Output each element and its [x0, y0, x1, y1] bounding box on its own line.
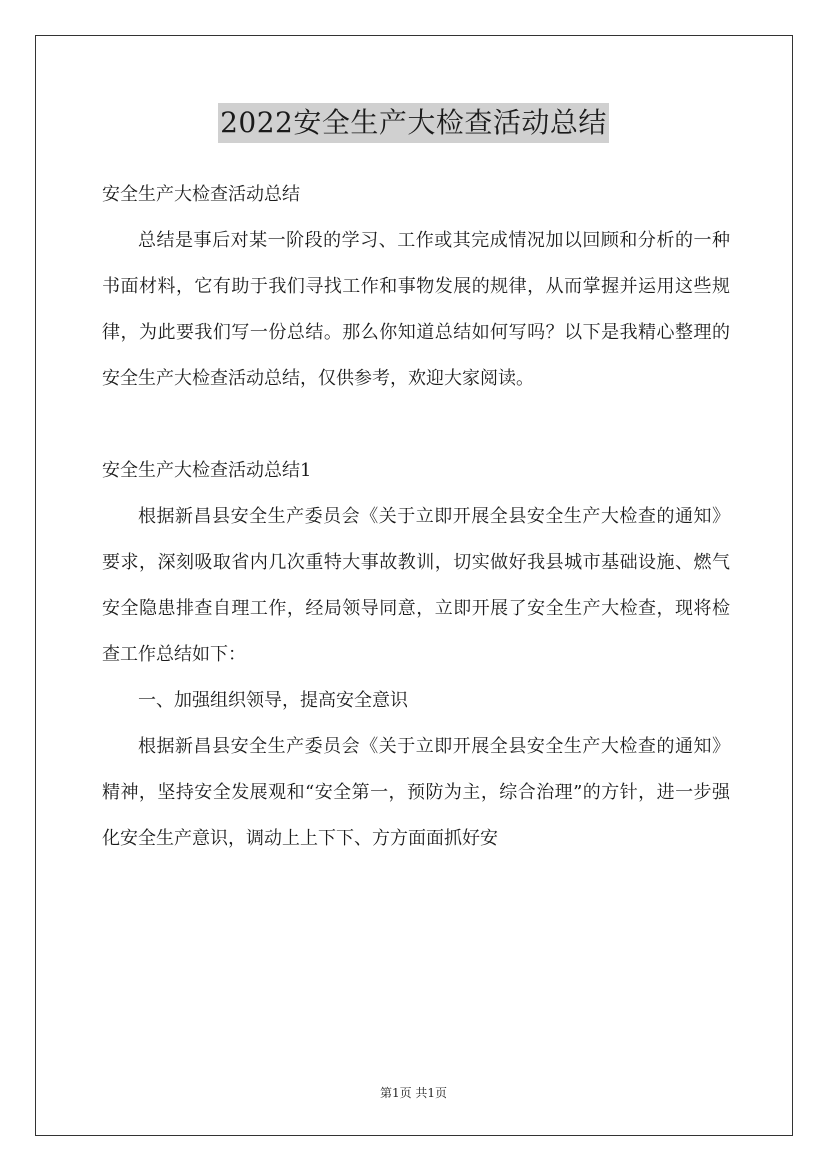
- section-paragraph-1: 根据新昌县安全生产委员会《关于立即开展全县安全生产大检查的通知》要求，深刻吸取省内几次重特大事故教训，切实做好我县城市基础设施、燃气安全隐患排查自理工作，经局领导同意，立即开展了安全生产大检查，现将检查工作总结如下：: [102, 506, 730, 665]
- paragraph-gap: [102, 402, 730, 448]
- intro-paragraph: 总结是事后对某一阶段的学习、工作或其完成情况加以回顾和分析的一种书面材料，它有助于我们寻找工作和事物发展的规律，从而掌握并运用这些规律，为此要我们写一份总结。那么你知道总结如何写吗？以下是我精心整理的安全生产大检查活动总结，仅供参考，欢迎大家阅读。: [102, 230, 730, 389]
- document-subtitle: 安全生产大检查活动总结: [102, 184, 300, 205]
- section-paragraph-2: 根据新昌县安全生产委员会《关于立即开展全县安全生产大检查的通知》精神，坚持安全发展观和“安全第一，预防为主，综合治理”的方针，进一步强化安全生产意识，调动上上下下、方方面面抓好安: [102, 736, 730, 849]
- title-container: [0, 103, 827, 143]
- document-title: 2022安全生产大检查活动总结: [218, 103, 609, 143]
- section-heading: 安全生产大检查活动总结1: [102, 460, 312, 481]
- document-body: [102, 172, 730, 862]
- page-footer: 第1页 共1页: [379, 1086, 448, 1100]
- section-subheading: 一、加强组织领导，提高安全意识: [138, 690, 408, 711]
